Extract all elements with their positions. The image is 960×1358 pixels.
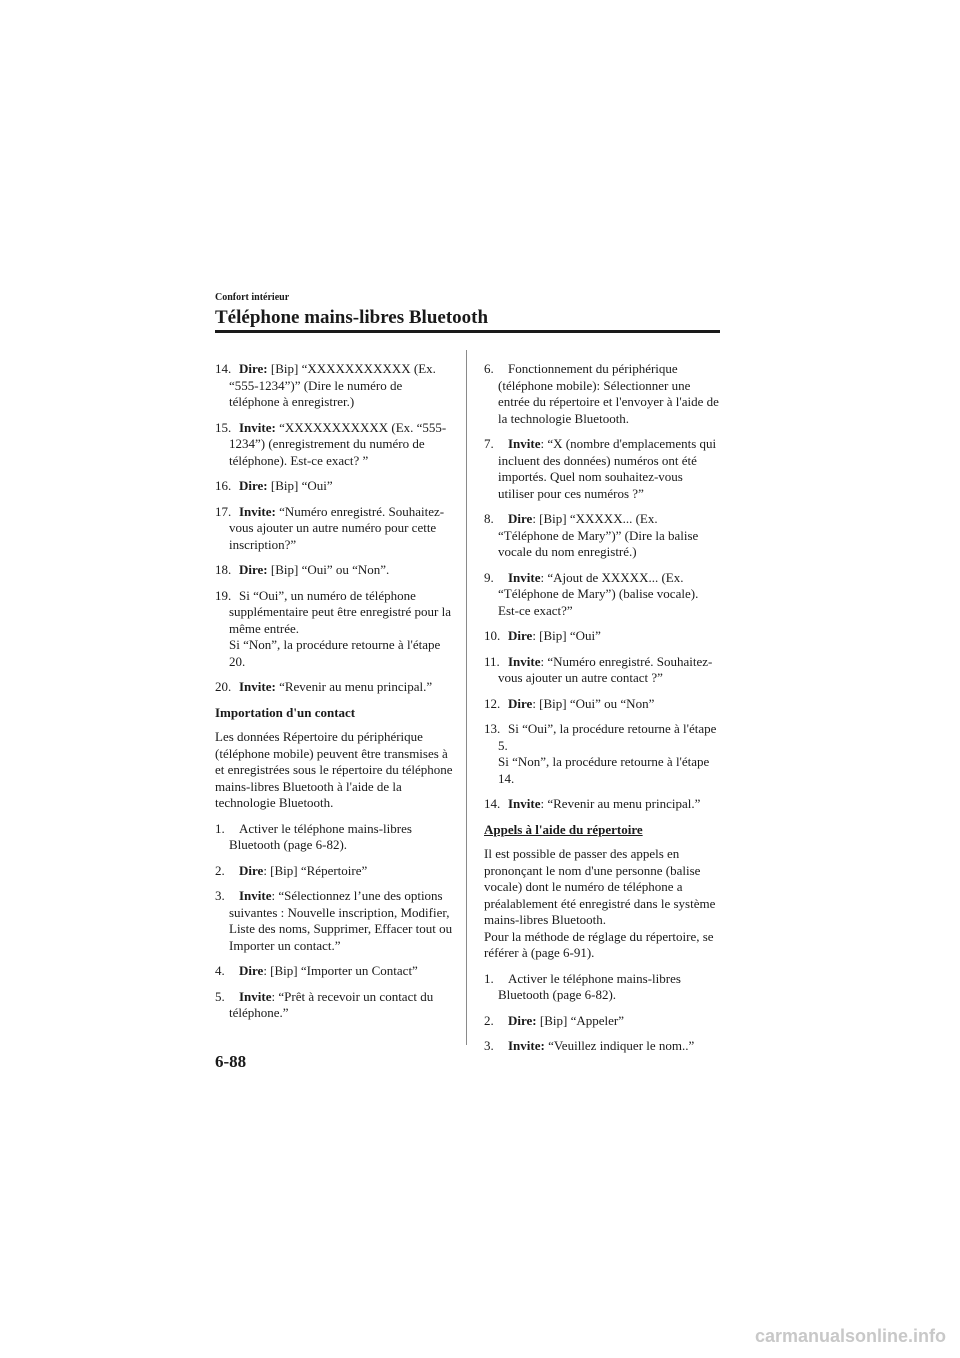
item-text: Fonctionnement du périphérique (téléphone mobile): Sélectionner une entrée du répertoire et l'envoyer à l'aide de la technologie Bluetooth. xyxy=(498,361,719,426)
watermark: carmanualsonline.info xyxy=(754,1326,946,1346)
item-number: 3. xyxy=(484,1038,494,1053)
item-keyword: Invite: xyxy=(239,503,276,519)
page-title: Téléphone mains-libres Bluetooth xyxy=(215,307,489,328)
step-list-c xyxy=(484,361,720,813)
list-item xyxy=(215,504,453,554)
page-header xyxy=(215,292,720,330)
list-item xyxy=(215,588,453,671)
item-number: 16. xyxy=(215,478,232,493)
list-item xyxy=(215,863,453,880)
item-text: : “Revenir au menu principal.” xyxy=(540,796,701,811)
list-item xyxy=(215,821,453,854)
paragraph-phonebook-calls-ref: Pour la méthode de réglage du répertoire, se référer à (page 6-91). xyxy=(484,928,714,960)
item-text: : “Sélectionnez l’une des options suivantes : Nouvelle inscription, Modifier, Liste des noms, Supprimer, Effacer tout ou Importer un contact.” xyxy=(229,888,453,953)
item-keyword: Dire: xyxy=(508,1012,537,1028)
step-list-d xyxy=(484,971,720,1055)
item-number: 4. xyxy=(215,963,225,978)
item-number: 5. xyxy=(215,988,225,1004)
item-text: [Bip] “Appeler” xyxy=(536,1012,624,1028)
item-number: 18. xyxy=(215,562,232,577)
title-rule xyxy=(215,330,720,333)
list-item xyxy=(484,796,720,813)
item-number: 14. xyxy=(484,796,501,811)
item-keyword: Invite xyxy=(508,436,541,451)
list-item xyxy=(484,1013,720,1030)
item-number: 8. xyxy=(484,511,494,526)
paragraph-import-contact: Les données Répertoire du périphérique (téléphone mobile) peuvent être transmises à et enregistrées sous le répertoire du téléphone mains-libres Bluetooth à l'aide de la technologie Bluetooth. xyxy=(215,729,453,810)
item-text: : [Bip] “Importer un Contact” xyxy=(263,963,418,978)
page-number: 6-88 xyxy=(215,1052,247,1071)
item-keyword: Dire xyxy=(508,511,533,526)
item-text-continued: Si “Non”, la procédure retourne à l'étape 14. xyxy=(498,754,710,786)
item-text: Activer le téléphone mains-libres Bluetooth (page 6-82). xyxy=(229,820,412,852)
list-item xyxy=(484,628,720,645)
section-label: Confort intérieur xyxy=(215,292,290,303)
item-keyword: Invite: xyxy=(239,419,276,435)
item-keyword: Invite: xyxy=(239,679,276,694)
item-text: Activer le téléphone mains-libres Bluetooth (page 6-82). xyxy=(498,970,681,1002)
list-item xyxy=(215,679,453,696)
item-keyword: Invite xyxy=(239,888,272,903)
item-number: 20. xyxy=(215,679,232,694)
step-list-b xyxy=(215,821,453,1022)
item-number: 13. xyxy=(484,721,501,736)
item-text: [Bip] “Oui” xyxy=(267,478,333,493)
item-number: 7. xyxy=(484,436,494,451)
item-keyword: Dire: xyxy=(239,478,268,493)
item-number: 2. xyxy=(484,1012,494,1028)
paragraph-phonebook-calls xyxy=(484,846,720,962)
list-item xyxy=(215,989,453,1022)
item-number: 1. xyxy=(215,820,225,836)
list-item xyxy=(484,436,720,502)
item-keyword: Dire xyxy=(239,963,264,978)
subheading-import-contact: Importation d'un contact xyxy=(215,704,356,720)
item-keyword: Dire xyxy=(508,628,533,643)
left-column xyxy=(215,361,453,1031)
item-text: : “Prêt à recevoir un contact du téléphone.” xyxy=(229,988,434,1020)
subheading-phonebook-calls: Appels à l'aide du répertoire xyxy=(484,821,643,837)
item-number: 2. xyxy=(215,862,225,878)
list-item xyxy=(484,570,720,620)
item-text: “XXXXXXXXXXX (Ex. “555-1234”) (enregistrement du numéro de téléphone). Est-ce exact? ” xyxy=(229,419,447,468)
list-item xyxy=(484,361,720,427)
item-keyword: Invite xyxy=(508,796,541,811)
item-number: 6. xyxy=(484,361,494,376)
list-item xyxy=(484,971,720,1004)
item-text: : “Numéro enregistré. Souhaitez-vous ajouter un autre contact ?” xyxy=(498,653,713,685)
column-divider xyxy=(466,350,467,1045)
list-item xyxy=(215,361,453,411)
list-item xyxy=(215,420,453,470)
item-text: “Revenir au menu principal.” xyxy=(275,679,433,694)
item-text: “Veuillez indiquer le nom..” xyxy=(544,1038,695,1053)
list-item xyxy=(215,562,453,579)
item-number: 9. xyxy=(484,569,494,585)
item-number: 17. xyxy=(215,503,232,519)
item-text: Si “Oui”, la procédure retourne à l'étape 5. xyxy=(498,721,717,753)
list-item xyxy=(484,721,720,787)
paragraph-phonebook-calls-text: Il est possible de passer des appels en prononçant le nom d'une personne (balise vocale) dont le numéro de téléphone a préalablement été enregistré dans le système mains-libres Bluetooth. xyxy=(484,846,716,927)
item-keyword: Dire xyxy=(239,862,264,878)
item-number: 12. xyxy=(484,695,501,711)
item-number: 11. xyxy=(484,653,500,669)
item-number: 3. xyxy=(215,888,225,903)
item-keyword: Invite xyxy=(508,569,541,585)
list-item xyxy=(484,696,720,713)
list-item xyxy=(484,654,720,687)
right-column xyxy=(484,361,720,1064)
item-number: 19. xyxy=(215,587,232,603)
list-item xyxy=(484,511,720,561)
item-keyword: Invite xyxy=(239,988,272,1004)
item-text: “Numéro enregistré. Souhaitez-vous ajouter un autre numéro pour cette inscription?” xyxy=(229,503,445,552)
list-item xyxy=(484,1038,720,1055)
step-list-a xyxy=(215,361,453,696)
item-keyword: Invite xyxy=(508,653,541,669)
item-text: : [Bip] “Oui” xyxy=(532,628,601,643)
item-text: : “Ajout de XXXXX... (Ex. “Téléphone de Mary”) (balise vocale). Est-ce exact?” xyxy=(498,569,699,618)
item-keyword: Dire: xyxy=(239,361,268,376)
item-number: 1. xyxy=(484,970,494,986)
item-number: 10. xyxy=(484,628,501,643)
item-keyword: Invite: xyxy=(508,1038,545,1053)
item-text: Si “Oui”, un numéro de téléphone supplémentaire peut être enregistré pour la même entrée. xyxy=(229,587,451,636)
item-text: : [Bip] “Répertoire” xyxy=(263,862,368,878)
list-item xyxy=(215,478,453,495)
list-item xyxy=(215,963,453,980)
item-text: : “X (nombre d'emplacements qui incluent des données) numéros ont été importés. Quel nom souhaitez-vous utiliser pour ces numéros ?” xyxy=(498,436,717,501)
list-item xyxy=(215,888,453,954)
item-text: : [Bip] “XXXXX... (Ex. “Téléphone de Mary”)” (Dire la balise vocale du nom enregistré.) xyxy=(498,511,699,559)
item-number: 14. xyxy=(215,361,232,376)
item-text: : [Bip] “Oui” ou “Non” xyxy=(532,695,655,711)
item-keyword: Dire: xyxy=(239,562,268,577)
item-number: 15. xyxy=(215,419,232,435)
item-keyword: Dire xyxy=(508,695,533,711)
item-text: [Bip] “Oui” ou “Non”. xyxy=(267,562,390,577)
item-text: [Bip] “XXXXXXXXXXX (Ex. “555-1234”)” (Dire le numéro de téléphone à enregistrer.) xyxy=(229,361,436,409)
item-text-continued: Si “Non”, la procédure retourne à l'étape 20. xyxy=(229,637,441,669)
